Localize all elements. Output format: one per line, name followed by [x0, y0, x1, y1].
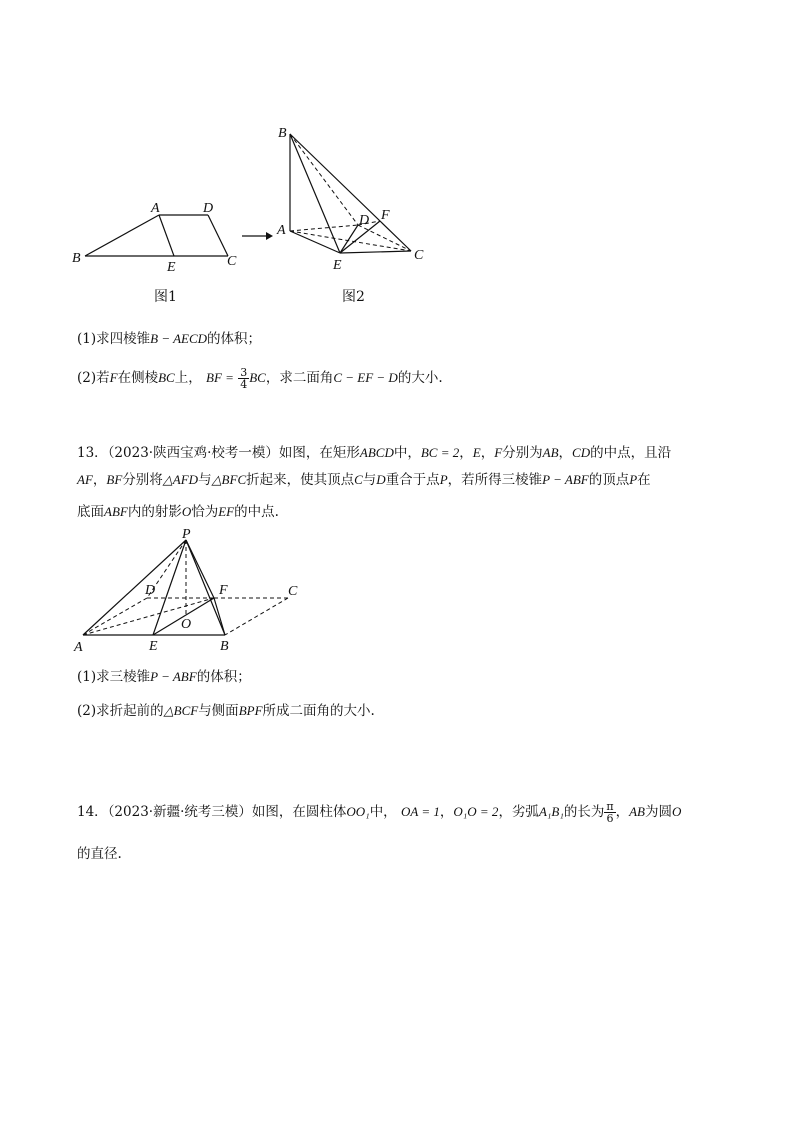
q13-l2-t7: ，若所得三棱锥: [447, 472, 543, 488]
q13-l3-t2: 内的射影: [127, 504, 182, 520]
figure-q13: [70, 528, 310, 658]
q13-part2-tri: △BCF: [163, 703, 199, 718]
q13-ef: EF: [218, 504, 235, 519]
q13-l3-t4: 的中点.: [234, 504, 279, 520]
q13-ab: AB: [542, 445, 559, 460]
fraction-pi-over-six: [604, 801, 615, 824]
figure-1: [60, 190, 260, 280]
q12-part2: [77, 364, 443, 392]
q13-abf: ABF: [104, 504, 128, 519]
q13-t4: 分别为: [502, 445, 543, 461]
edge-EC: [340, 251, 411, 253]
q13-line3: [77, 503, 279, 521]
q12-part2-mid3: ，求二面角: [265, 370, 334, 386]
q13-d: D: [376, 472, 386, 487]
fig2-label-B: B: [278, 126, 287, 141]
q13-tri1: △AFD: [162, 472, 199, 487]
q14-line1: [77, 797, 681, 827]
q13-t2: ，: [459, 445, 473, 461]
fig1-label-E: E: [167, 260, 176, 275]
q13-fig-label-B: B: [220, 639, 229, 654]
q13-l2-t2: 分别将: [122, 472, 163, 488]
q14-t2: ，: [439, 804, 454, 820]
q12-part1-expr: B − AECD: [150, 331, 208, 346]
q13-bc2: BC = 2: [420, 445, 460, 460]
q13-abcd: ABCD: [359, 445, 394, 460]
edge-BE: [290, 134, 340, 253]
fig2-label-E: E: [333, 258, 342, 273]
q14-line2: [77, 845, 122, 863]
q13-l2-t4: 折起来，使其顶点: [246, 472, 355, 488]
q13-f: F: [494, 445, 503, 460]
q13-fig-label-F: F: [219, 583, 228, 598]
q13-t5: ，: [558, 445, 573, 461]
edge-DC: [358, 225, 411, 251]
q13-part1: [77, 668, 251, 686]
edge-AD: [83, 598, 147, 635]
q13-fig-label-C: C: [288, 584, 298, 599]
q12-part2-f: F: [109, 370, 118, 385]
q13-l3-t1: 底面: [77, 504, 104, 520]
q13-t3: ，: [480, 445, 495, 461]
q13-l2-t8: 的顶点: [588, 472, 630, 488]
edge-AE: [159, 215, 174, 256]
edge-ED: [340, 225, 358, 253]
q14-t4: 的长为: [563, 804, 605, 820]
q14-t6: 为圆: [644, 804, 672, 820]
edge-PF: [186, 540, 214, 598]
q14-number: 14．: [77, 804, 108, 820]
fig1-label-A: A: [151, 201, 160, 216]
edge-FB: [214, 598, 225, 635]
q12-part1-prefix: (1)求四棱锥: [77, 331, 151, 347]
fig1-label-C: C: [227, 254, 237, 269]
q13-af: AF: [77, 472, 93, 487]
figure-2: [270, 120, 440, 280]
edge-BC: [290, 134, 411, 251]
q13-part1-expr: P − ABF: [150, 669, 197, 684]
q14-t5: ，: [615, 804, 630, 820]
q14-a1b1: A₁B₁: [538, 804, 564, 819]
fig2-label-F: F: [381, 208, 390, 223]
q13-part2-mid: 与侧面: [198, 703, 239, 719]
q13-bf: BF: [106, 472, 123, 487]
q14-t3: ，劣弧: [498, 804, 539, 820]
fig1-caption: 图1: [154, 289, 177, 305]
q13-p2: P: [629, 472, 638, 487]
q13-l2-t3: 与: [198, 472, 212, 488]
edge-BD: [290, 134, 358, 225]
fig1-label-B: B: [72, 251, 81, 266]
q13-t1: 中，: [393, 445, 421, 461]
q13-l2-t1: ，: [92, 472, 107, 488]
q13-cd: CD: [572, 445, 591, 460]
q14-o1o: O₁O = 2: [453, 804, 499, 819]
q12-part2-expr: C − EF − D: [333, 370, 398, 385]
q14-o: O: [671, 804, 682, 819]
q13-number: 13．: [77, 445, 108, 461]
q13-l2-t9: 在: [637, 472, 651, 488]
q12-part2-bc: BC: [158, 370, 175, 385]
q12-part2-mid1: 在侧棱: [117, 370, 159, 386]
q13-fig-label-E: E: [149, 639, 158, 654]
q13-fig-label-O: O: [181, 617, 192, 632]
fig2-label-A: A: [277, 223, 286, 238]
q13-fig-label-P: P: [182, 528, 191, 542]
q14-t1: 中，: [369, 804, 397, 820]
arrow-icon: [240, 230, 274, 242]
q14-line2-text: 的直径.: [77, 846, 122, 862]
q13-e: E: [472, 445, 481, 460]
q12-part2-suffix: 的大小.: [397, 370, 443, 386]
q14-source: （2023·新疆·统考三模）如图，在圆柱体: [107, 804, 347, 820]
q13-part2: [77, 702, 375, 720]
q13-l2-t6: 重合于点: [385, 472, 440, 488]
q13-p: P: [439, 472, 448, 487]
q13-line2: [77, 471, 651, 489]
edge-CB: [225, 598, 288, 635]
q14-oa: OA = 1: [400, 804, 440, 819]
edge-PA: [83, 540, 186, 635]
edge-AD: [290, 225, 358, 231]
fraction-three-quarters: [238, 367, 249, 390]
q13-tri2: △BFC: [211, 472, 247, 487]
q13-part2-face: BPF: [238, 703, 263, 718]
q13-c: C: [354, 472, 363, 487]
q14-ab: AB: [629, 804, 645, 819]
fig2-caption: 图2: [342, 289, 365, 305]
fraction-denominator: 4: [240, 378, 248, 391]
fig2-label-D: D: [359, 213, 370, 228]
q12-part2-rhs: BC: [249, 370, 266, 385]
edge-BA: [85, 215, 159, 256]
q13-part1-suffix: 的体积；: [196, 669, 251, 685]
q13-t6: 的中点，且沿: [590, 445, 672, 461]
q13-fig-label-A: A: [74, 640, 83, 655]
q13-line1: [77, 444, 671, 462]
q13-l3-t3: 恰为: [191, 504, 219, 520]
fraction-denominator: 6: [606, 812, 614, 825]
q12-part2-mid2: 上，: [174, 370, 202, 386]
q12-part1: [77, 330, 261, 348]
q13-part2-prefix: (2)求折起前的: [77, 703, 164, 719]
fig1-label-D: D: [203, 201, 214, 216]
q13-l2-t5: 与: [362, 472, 377, 488]
fig2-label-C: C: [414, 248, 424, 263]
q13-source: （2023·陕西宝鸡·校考一模）如图，在矩形: [107, 445, 360, 461]
q12-part1-suffix: 的体积；: [207, 331, 262, 347]
q12-part2-prefix: (2)若: [77, 370, 110, 386]
q13-o: O: [181, 504, 192, 519]
edge-DC: [208, 215, 228, 256]
q13-part1-prefix: (1)求三棱锥: [77, 669, 151, 685]
q14-oo1: OO₁: [346, 804, 370, 819]
fraction-numerator: 3: [240, 366, 248, 379]
fraction-numerator: π: [606, 800, 614, 813]
q13-part2-suffix: 所成二面角的大小.: [262, 703, 375, 719]
q13-pabf: P − ABF: [542, 472, 589, 487]
q13-fig-label-D: D: [145, 583, 156, 598]
q12-part2-lhs: BF =: [206, 370, 234, 385]
